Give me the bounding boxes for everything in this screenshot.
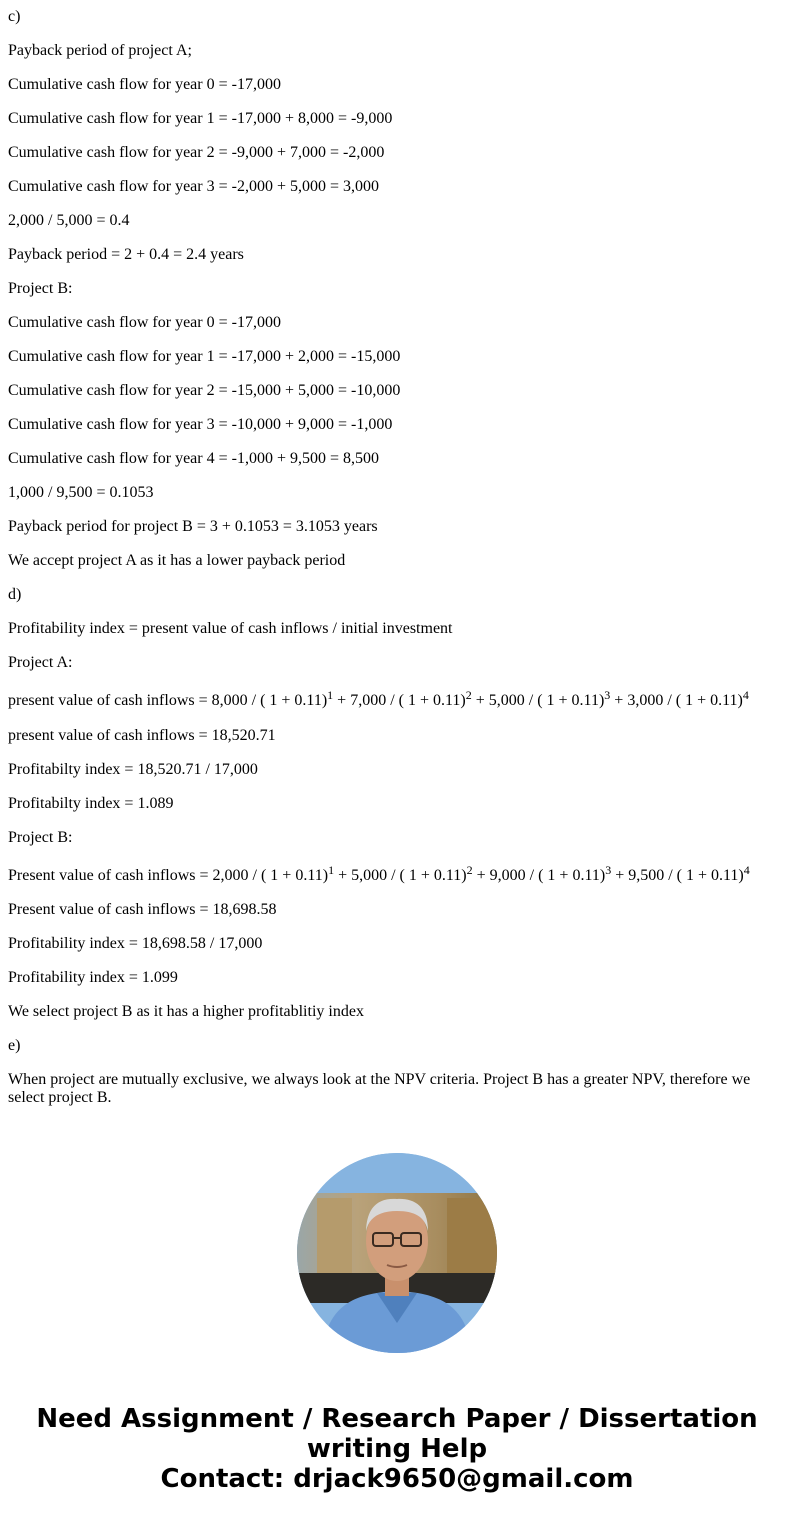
text-line: Project B: — [8, 280, 73, 297]
text-line: Cumulative cash flow for year 3 = -10,000 + 9,000 = -1,000 — [8, 416, 393, 433]
text-line: Payback period = 2 + 0.4 = 2.4 years — [8, 246, 244, 263]
formula-project-a: present value of cash inflows = 8,000 / ( 1 + 0.11)$^1$ + 7,000 / ( 1 + 0.11)$^2$ + 5,000 / ( 1 + 0.11)$^3$ + 3,000 / ( 1 + 0.11)$^4$ — [8, 688, 749, 709]
text-line: Present value of cash inflows = 18,698.58 — [8, 901, 277, 918]
text-line: Cumulative cash flow for year 1 = -17,000 + 2,000 = -15,000 — [8, 348, 401, 365]
text-line: Project B: — [8, 829, 73, 846]
text-line: Cumulative cash flow for year 0 = -17,000 — [8, 314, 281, 331]
section-label-e: e) — [8, 1037, 21, 1054]
text-line: present value of cash inflows = 18,520.71 — [8, 727, 276, 744]
text-line: Profitabilty index = 1.089 — [8, 795, 174, 812]
section-label-c: c) — [8, 8, 21, 25]
text-line: 1,000 / 9,500 = 0.1053 — [8, 484, 154, 501]
text-line: Cumulative cash flow for year 4 = -1,000 + 9,500 = 8,500 — [8, 450, 379, 467]
text-line: Cumulative cash flow for year 2 = -9,000 + 7,000 = -2,000 — [8, 144, 385, 161]
footer-ad — [0, 1404, 794, 1494]
text-line: Cumulative cash flow for year 3 = -2,000 + 5,000 = 3,000 — [8, 178, 379, 195]
text-line: Profitability index = present value of cash inflows / initial investment — [8, 620, 453, 637]
footer-contact: Contact: drjack9650@gmail.com — [160, 1464, 634, 1494]
text-line: Cumulative cash flow for year 2 = -15,000 + 5,000 = -10,000 — [8, 382, 401, 399]
portrait-image — [297, 1153, 497, 1353]
footer-line: Need Assignment / Research Paper / Dissertation — [36, 1404, 758, 1434]
text-line: Profitability index = 1.099 — [8, 969, 178, 986]
conclusion-paragraph: When project are mutually exclusive, we always look at the NPV criteria. Project B has a greater NPV, therefore we select project B. — [8, 1071, 751, 1106]
text-line: Cumulative cash flow for year 1 = -17,000 + 8,000 = -9,000 — [8, 110, 393, 127]
text-line: We accept project A as it has a lower payback period — [8, 552, 346, 569]
text-line: Payback period for project B = 3 + 0.1053 = 3.1053 years — [8, 518, 378, 535]
footer-line: writing Help — [306, 1434, 488, 1464]
text-line: Profitabilty index = 18,520.71 / 17,000 — [8, 761, 258, 778]
author-photo — [297, 1153, 497, 1353]
text-line: 2,000 / 5,000 = 0.4 — [8, 212, 130, 229]
text-line: Payback period of project A; — [8, 42, 192, 59]
text-line: Project A: — [8, 654, 73, 671]
text-line: We select project B as it has a higher profitablitiy index — [8, 1003, 364, 1020]
section-label-d: d) — [8, 586, 22, 603]
formula-project-b: Present value of cash inflows = 2,000 / ( 1 + 0.11)$^1$ + 5,000 / ( 1 + 0.11)$^2$ + 9,000 / ( 1 + 0.11)$^3$ + 9,500 / ( 1 + 0.11)$^4$ — [8, 863, 750, 884]
text-line: Cumulative cash flow for year 0 = -17,000 — [8, 76, 281, 93]
text-line: Profitability index = 18,698.58 / 17,000 — [8, 935, 263, 952]
